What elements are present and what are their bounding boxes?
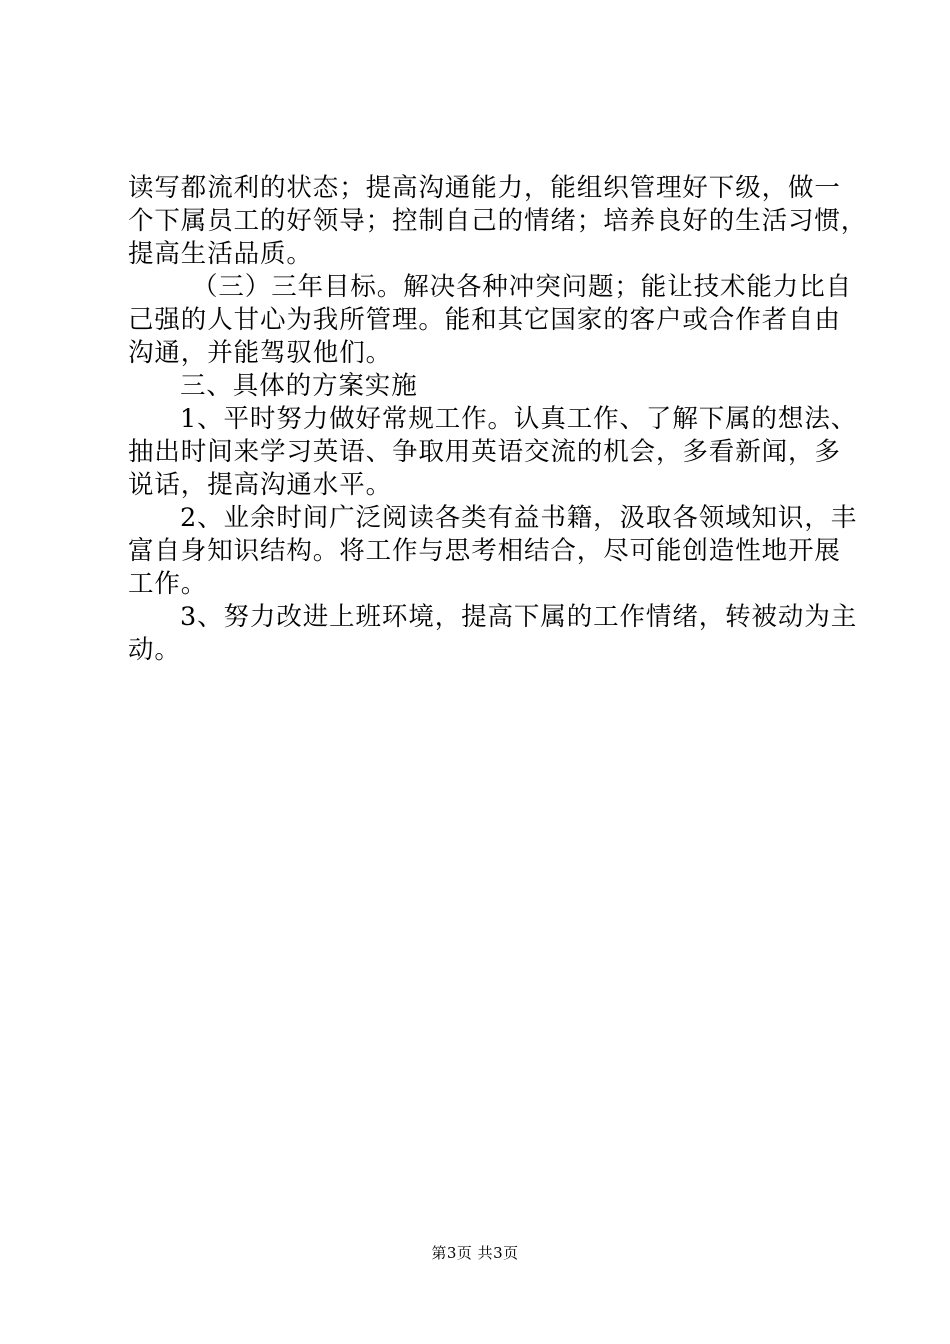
section-heading: 三、具体的方案实施 (180, 371, 418, 401)
text-line: 沟通，并能驾驭他们。 (128, 338, 393, 368)
text-line: 个下属员工的好领导；控制自己的情绪；培养良好的生活习惯， (128, 206, 868, 236)
text-line: 2、业余时间广泛阅读各类有益书籍，汲取各领域知识，丰 (180, 503, 858, 533)
text-line: 富自身知识结构。将工作与思考相结合，尽可能创造性地开展 (128, 536, 841, 566)
text-line: 动。 (128, 635, 181, 665)
page-number-footer: 第3页 共3页 (431, 1244, 519, 1262)
text-line: 提高生活品质。 (128, 239, 313, 269)
text-line: 3、努力改进上班环境，提高下属的工作情绪，转被动为主 (180, 602, 858, 632)
text-line: 1、平时努力做好常规工作。认真工作、了解下属的想法、 (180, 404, 858, 434)
text-line: 读写都流利的状态；提高沟通能力，能组织管理好下级，做一 (128, 173, 841, 203)
text-line: 抽出时间来学习英语、争取用英语交流的机会，多看新闻，多 (128, 437, 841, 467)
text-line: 己强的人甘心为我所管理。能和其它国家的客户或合作者自由 (128, 305, 841, 335)
document-body (128, 172, 868, 667)
text-line: 工作。 (128, 569, 208, 599)
text-line: （三）三年目标。解决各种冲突问题；能让技术能力比自 (192, 272, 853, 302)
text-line: 说话，提高沟通水平。 (128, 470, 393, 500)
